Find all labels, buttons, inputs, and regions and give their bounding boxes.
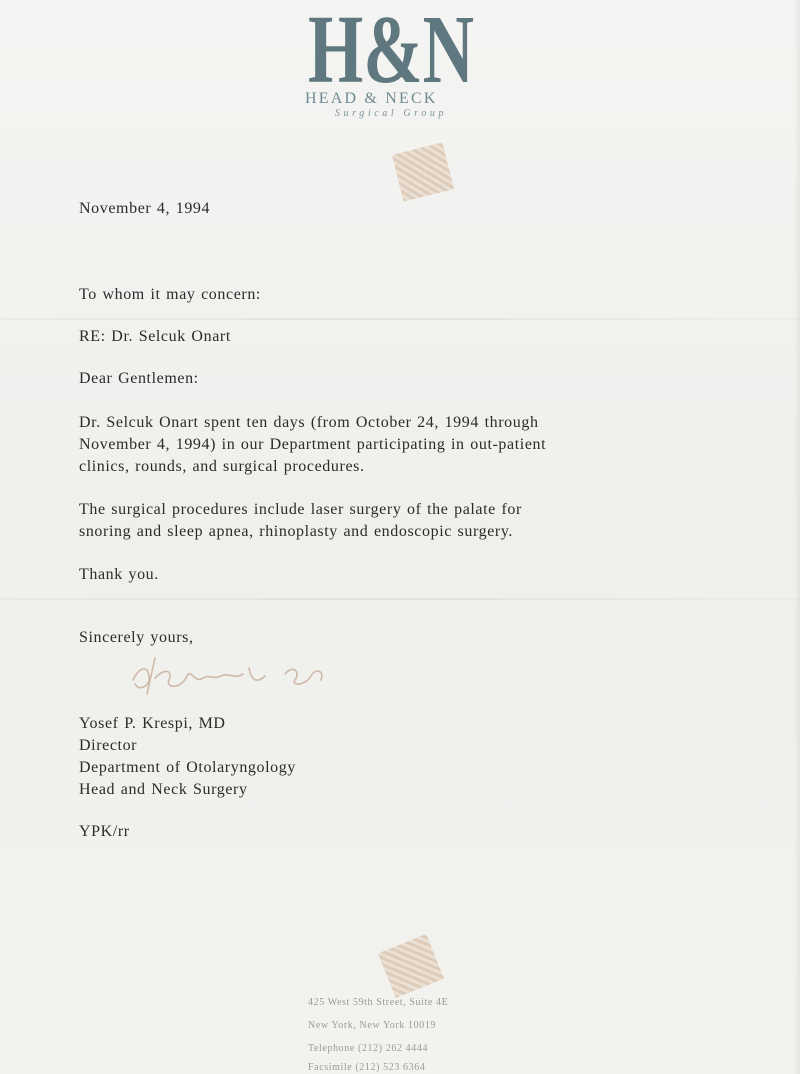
- paragraph2-line: The surgical procedures include laser surgery of the palate for: [79, 501, 522, 518]
- paper-edge-shadow: [794, 0, 800, 1074]
- re-line: RE: Dr. Selcuk Onart: [79, 328, 231, 345]
- signer-name: Yosef P. Krespi, MD: [79, 715, 226, 732]
- head-neck-logo: [307, 0, 475, 86]
- handwritten-signature: [125, 650, 355, 700]
- signer-division: Head and Neck Surgery: [79, 781, 248, 798]
- closing-line: Sincerely yours,: [79, 629, 194, 646]
- paper-fold-line: [0, 598, 800, 600]
- signer-department: Department of Otolaryngology: [79, 759, 296, 776]
- footer-facsimile: Facsimile (212) 523 6364: [308, 1062, 426, 1073]
- footer-address-street: 425 West 59th Street, Suite 4E: [308, 997, 449, 1008]
- org-name: HEAD & NECK: [305, 90, 438, 107]
- footer-telephone: Telephone (212) 262 4444: [308, 1043, 429, 1054]
- signer-title: Director: [79, 737, 138, 754]
- letter-date: November 4, 1994: [79, 200, 211, 217]
- paper-fold-line: [0, 318, 800, 320]
- paragraph1-line: clinics, rounds, and surgical procedures.: [79, 458, 365, 475]
- footer-address-city: New York, New York 10019: [308, 1020, 437, 1031]
- logo-mark: H&N: [308, 0, 474, 86]
- paragraph1-line: November 4, 1994) in our Department participating in out-patient: [79, 436, 547, 453]
- paragraph1-line: Dr. Selcuk Onart spent ten days (from October 24, 1994 through: [79, 414, 539, 431]
- salutation-general: To whom it may concern:: [79, 286, 261, 303]
- org-subtitle: Surgical Group: [334, 108, 448, 119]
- paragraph2-line: snoring and sleep apnea, rhinoplasty and endoscopic surgery.: [79, 523, 514, 540]
- thanks-line: Thank you.: [79, 566, 159, 583]
- typist-initials: YPK/rr: [79, 823, 130, 840]
- greeting: Dear Gentlemen:: [79, 370, 199, 387]
